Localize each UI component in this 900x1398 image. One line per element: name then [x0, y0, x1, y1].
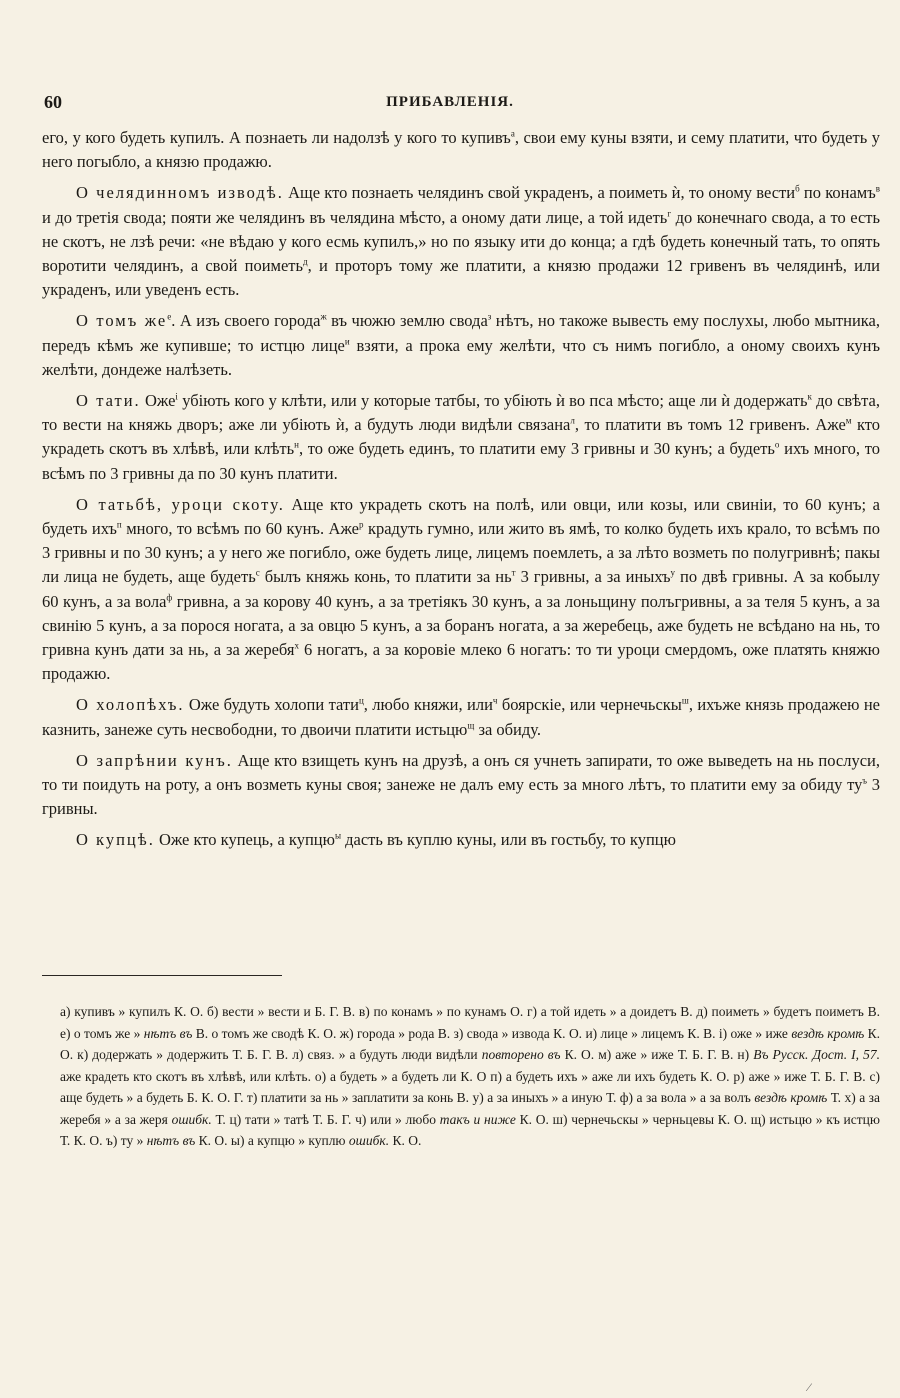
paragraph: О тати. Оже$^і$ убіють кого у клѣти, или у которые татбы, то убіють ѝ во пса мѣсто; аще ли ѝ додержать$^к$ до свѣта, то вести на княжь дворъ; аже ли убіють ѝ, а будуть люди видѣли связана$^л$, то платити въ томъ 12 гривенъ. Аже$^м$ кто украдеть скотъ въ хлѣвѣ, или клѣть$^н$, то оже будеть единъ, то платити ему 3 гривны и 30 кунъ; а будеть$^о$ ихъ много, то всѣмъ по 3 гривны да по 30 кунъ платити. — [42, 391, 881, 483]
section-title: О холопѣхъ. — [76, 695, 185, 715]
section-title: О купцѣ. — [76, 830, 155, 850]
paragraph: О томъ $же^е$. А изъ своего города$^ж$ въ чюжю землю свода$^з$ нѣтъ, но такоже вывесть ему послухы, любо мытника, передъ кѣмъ же купивше; то истцю лице$^и$ взяти, а прока ему желѣти, что съ нимъ погибло, а оному своихъ кунъ желѣти, дондеже налѣзеть. — [42, 311, 880, 379]
running-head: ПРИБАВЛЕНІЯ. — [386, 94, 514, 110]
section-title: О челядинномъ изводѣ. — [76, 183, 284, 203]
corner-mark: ⁄ — [808, 1380, 811, 1394]
paragraph: О запрѣнии кунъ. Аще кто взищеть кунъ на друзѣ, а онъ ся учнеть запирати, то оже выведеть на нь послуси, то ти поидуть на роту, а онъ возметь куны своя; занеже не далъ ему есть за много лѣтъ, то платити ему за обиду $ту^ъ$ 3 гривны. — [42, 750, 881, 819]
section-title: О тати. — [76, 391, 141, 411]
paragraph: О татьбѣ, уроци скоту. Аще кто украдеть скотъ на полѣ, или овци, или козы, или свиніи, то 60 кунъ; а будеть ихъ$^п$ много, то всѣмъ по 60 кунъ. Аже$^р$ крадуть гумно, или жито въ ямѣ, то колко будеть ихъ крало, то всѣмъ по 3 гривны и по 30 кунъ; а у него же погибло, оже будеть лице, лицемъ поемлеть, а за лѣто возметь по полугривнѣ; пакы ли лица не будеть, аще будеть$^с$ былъ княжь конь, то платити за $нь^т$ 3 гривны, а за иныхъ$^у$ по двѣ гривны. А за кобылу 60 кунъ, а за вола$^ф$ гривна, а за корову 40 кунъ, а за третіякъ 30 кунъ, а за лоньщину полъгривны, а за теля 5 кунъ, а за свинію 5 кунъ, а за порося ногата, а за овцю 5 кунъ, а за боранъ ногата, а за жеребець, аже будеть не всѣдано на нь, то гривна кунъ дати за нь, а за жеребя$^х$ 6 ногатъ, а за коровіе млеко 6 ногатъ: то ти уроци смердомъ, оже платять княжю продажю. — [42, 494, 881, 684]
page-number: 60 — [44, 92, 62, 112]
page-header — [44, 92, 856, 118]
section-title: О томъ же — [76, 311, 168, 331]
section-title: О татьбѣ, уроци скоту. — [76, 494, 285, 514]
footnotes — [60, 1001, 880, 1152]
paragraph: О купцѣ. Оже кто купець, а купцю$^ы$ дасть въ куплю куны, или въ гостьбу, то купцю — [76, 830, 676, 850]
footnote-text: а) купивъ » купилъ К. О. б) вести » вести и Б. Г. В. в) по конамъ » по кунамъ О. г) а той идеть » а доидетъ В. д) поиметь » будетъ поиметъ В. е) о томъ же » нѣтъ въ В. о томъ же сводѣ К. О. ж) города » рода В. з) свода » извода К. О. и) лице » лицемъ К. В. і) оже » иже вездѣ кромѣ К. О. к) додержать » додержить Т. Б. Г. В. л) связ. » а будуть люди видѣли повторено въ К. О. м) аже » иже Т. Б. Г. В. н) Въ Русск. Дост. I, 57. аже крадеть кто скотъ въ хлѣвѣ, или клѣть. о) а будеть » а будеть ли К. О п) а будеть ихъ » аже ли ихъ будеть К. О. р) аже » иже Т. Б. Г. В. с) аще будеть » а будеть Б. К. О. Г. т) платити за нь » заплатити за конь В. у) а за иныхъ » а иную Т. ф) а за вола » а за волъ вездѣ кромѣ Т. х) а за жеребя » а за жеря ошибк. Т. ц) тати » татѣ Т. Б. Г. ч) или » любо такъ и ниже К. О. ш) чернечьскы » черньцевы К. О. щ) истьцю » къ истцю Т. К. О. ъ) ту » нѣтъ въ К. О. ы) а купцю » куплю ошибк. К. О. — [60, 1004, 880, 1148]
paragraph: О холопѣхъ. Оже будуть холопи тати$^ц$, любо княжи, или$^ч$ боярскіе, или чернечьскы$^ш$, ихъже князь продажею не казнить, занеже суть несвободни, то двоичи платити истьцю$^щ$ за обиду. — [42, 695, 880, 739]
section-title: О запрѣнии кунъ. — [76, 750, 233, 770]
paragraph: его, у кого будеть купилъ. А познаеть ли надолзѣ у кого то купивъ$^а$, свои ему куны взяти, и сему платити, что будеть у него погыбло, а князю продажю. — [42, 128, 880, 172]
main-text — [42, 126, 880, 860]
paragraph: О челядинномъ изводѣ. Аще кто познаеть челядинъ свой украденъ, а поиметь ѝ, то оному вести$^б$ по конамъ$^в$ и до третія свода; пояти же челядинъ въ челядина мѣсто, а оному дати лице, а той идеть$^г$ до конечнаго свода, а то есть не скотъ, не лзѣ речи: «не вѣдаю у кого есмь купилъ,» но по языку ити до конца; а гдѣ будеть конечный тать, то опять воротити челядинъ, а свой поиметь$^д$, и проторъ тому же платити, а князю продажи 12 гривенъ въ челядинѣ, или украденъ, или уведенъ есть. — [42, 183, 881, 300]
footnote-divider — [42, 975, 282, 976]
